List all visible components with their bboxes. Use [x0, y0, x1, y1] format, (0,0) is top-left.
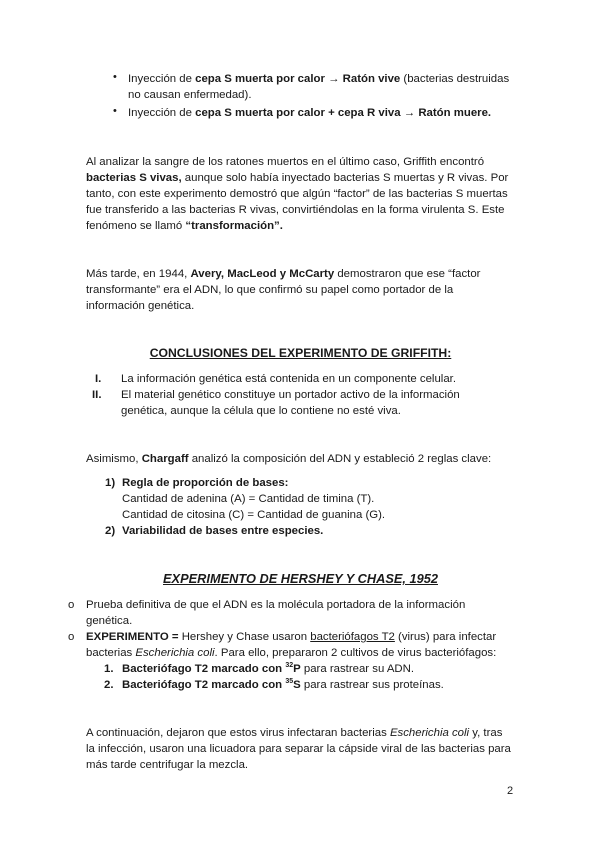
rule-title: Regla de proporción de bases: [122, 477, 289, 489]
list-item-cont: bacterias Escherichia coli. Para ello, prepararon 2 cultivos de virus bacteriófagos: [86, 647, 497, 659]
page-number: 2 [507, 785, 514, 797]
list-number: 2. [104, 679, 114, 691]
list-number: 1) [105, 477, 116, 489]
list-item: La información genética está contenida en un componente celular. [121, 373, 456, 385]
list-number: I. [95, 373, 102, 385]
rule-line: Cantidad de adenina (A) = Cantidad de timina (T). [122, 493, 375, 505]
bullet-icon: • [113, 71, 117, 83]
list-number: 1. [104, 663, 114, 675]
section-heading-griffith: CONCLUSIONES DEL EXPERIMENTO DE GRIFFITH: [149, 346, 452, 360]
sub-list-item: Bacteriófago T2 marcado con $^{35}$S para rastrear sus proteínas. [122, 678, 444, 691]
arrow-icon: → [328, 73, 340, 85]
rule-title: Variabilidad de bases entre especies. [122, 525, 324, 537]
bullet-item: Inyección de cepa S muerta por calor → Ratón vive (bacterias destruidas [128, 73, 510, 85]
list-item-cont: genética, aunque la célula que lo contiene no esté viva. [121, 405, 401, 417]
list-item: EXPERIMENTO = Hershey y Chase usaron bacteriófagos T2 (virus) para infectar [86, 631, 497, 643]
rule-line: Cantidad de citosina (C) = Cantidad de guanina (G). [122, 509, 386, 521]
bullet-item-cont: no causan enfermedad). [128, 89, 252, 101]
list-item: Prueba definitiva de que el ADN es la molécula portadora de la información [86, 599, 466, 611]
section-heading-hershey-chase: EXPERIMENTO DE HERSHEY Y CHASE, 1952 [163, 571, 438, 586]
sub-list-item: Bacteriófago T2 marcado con $^{32}$P para rastrear su ADN. [122, 662, 415, 675]
list-item: El material genético constituye un portador activo de la información [121, 389, 460, 401]
list-number: II. [92, 389, 102, 401]
list-number: 2) [105, 525, 116, 537]
list-item-cont: genética. [86, 615, 133, 627]
bullet-icon: • [113, 105, 117, 117]
paragraph-chargaff: Asimismo, Chargaff analizó la composición del ADN y estableció 2 reglas clave: [86, 453, 492, 465]
bullet-item: Inyección de cepa S muerta por calor + cepa R viva → Ratón muere. [128, 107, 492, 119]
circle-bullet-icon: o [68, 599, 75, 611]
arrow-icon: → [403, 107, 416, 119]
circle-bullet-icon: o [68, 631, 75, 643]
